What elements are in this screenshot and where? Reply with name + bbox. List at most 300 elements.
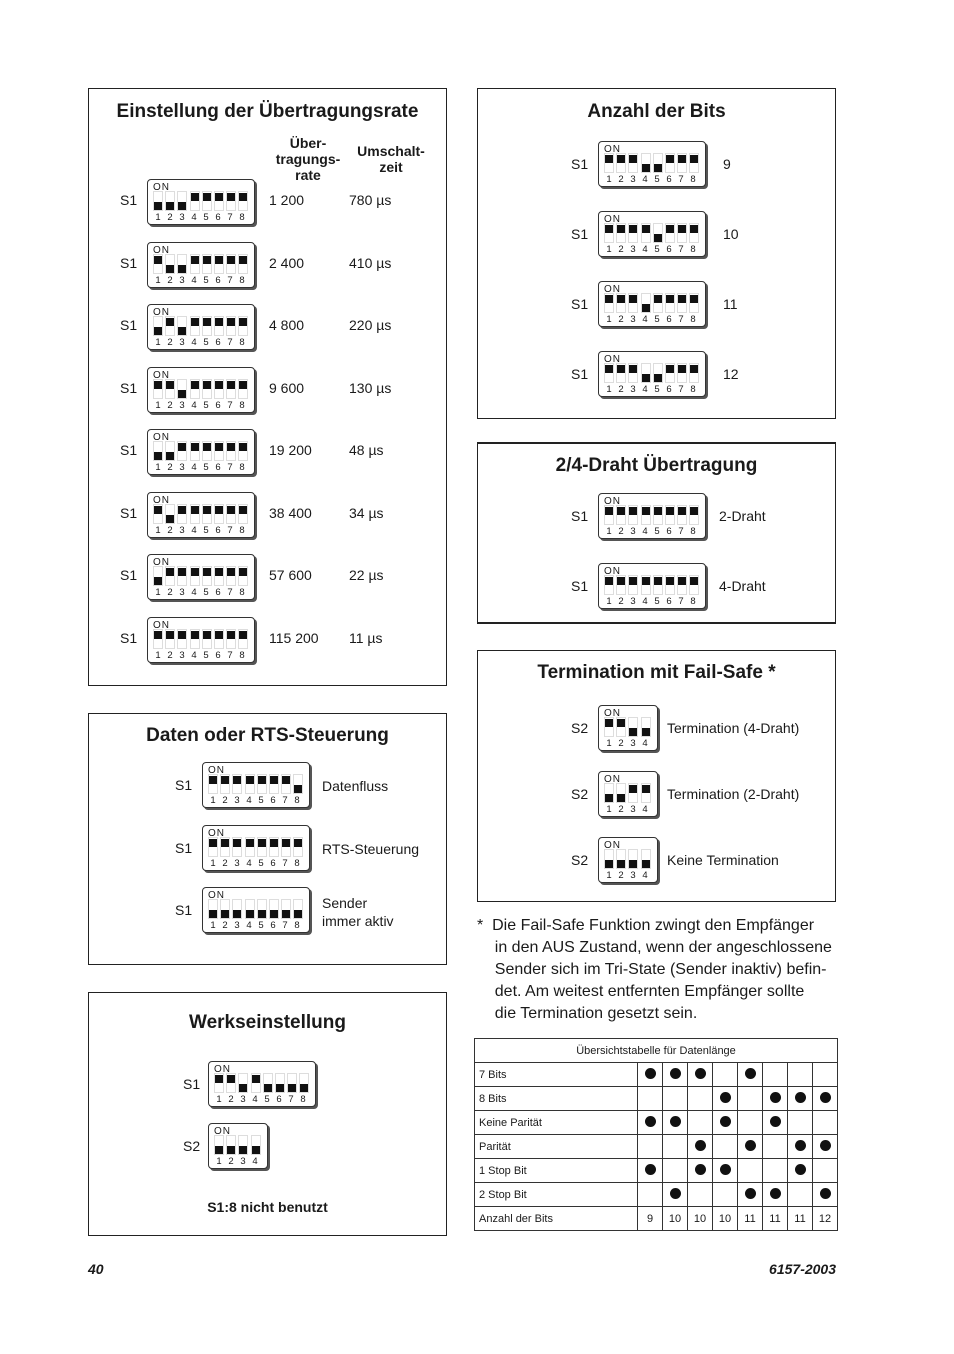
table-cell	[738, 1063, 763, 1087]
dip-switch-numbers	[603, 314, 699, 325]
dip-switch-knob	[642, 304, 650, 312]
dip-switch-lever	[153, 566, 163, 586]
row-label: 8 Bits	[475, 1087, 638, 1111]
dip-switch-numbers	[152, 212, 248, 223]
table-cell	[638, 1183, 663, 1207]
table-cell	[813, 1183, 838, 1207]
dip-switch-knob	[617, 860, 625, 868]
dip-switch-lever	[293, 899, 303, 919]
dip-switch-number: 6	[666, 174, 672, 185]
dip-switch-knob	[154, 577, 162, 585]
dip-switch-lever	[177, 254, 187, 274]
factory-title: Werkseinstellung	[189, 1012, 346, 1033]
dip-switch-knob	[690, 577, 698, 585]
dip-switch-numbers	[152, 650, 248, 661]
dip-switch-knob	[239, 318, 247, 326]
dot-icon	[670, 1116, 681, 1127]
dip-switch-knob	[191, 318, 199, 326]
dip-switch-number: 7	[678, 526, 684, 537]
dip-switch-lever	[628, 293, 638, 313]
dip-switch-knob	[178, 631, 186, 639]
baud-rate-section	[88, 88, 447, 686]
dip-switch-number: 5	[203, 337, 209, 348]
dip-switch-lever	[153, 629, 163, 649]
dip-switch-lever	[214, 379, 224, 399]
switch-time-value: 48 µs	[349, 442, 384, 458]
table-cell	[763, 1063, 788, 1087]
dip-switch-number: 4	[191, 462, 197, 473]
dip-switch-number: 4	[642, 244, 648, 255]
dip-switch-numbers	[152, 400, 248, 411]
dip-switch-lever	[153, 504, 163, 524]
dip-on-label: ON	[604, 774, 621, 785]
dip-switch-knob	[166, 452, 174, 460]
dip-switch-lever	[153, 191, 163, 211]
dip-switch-number: 2	[167, 587, 173, 598]
dip-switch-lever	[677, 505, 687, 525]
dip-switch-knob	[678, 225, 686, 233]
dot-icon	[695, 1140, 706, 1151]
dip-switch-numbers	[603, 244, 699, 255]
dip-switch-number: 4	[252, 1094, 258, 1105]
dot-icon	[695, 1164, 706, 1175]
dip-switch-number: 5	[264, 1094, 270, 1105]
switch-label: S2	[571, 720, 589, 736]
dip-switch-lever	[269, 899, 279, 919]
dip-switch-knob	[629, 295, 637, 303]
dip-switch-knob	[227, 381, 235, 389]
dip-switch-lever	[245, 899, 255, 919]
dip-switch-lever	[190, 191, 200, 211]
dip-switch-number: 7	[227, 524, 233, 536]
dip-switch-knob	[276, 1084, 284, 1092]
rts-mode-label: RTS-Steuerung	[322, 840, 420, 857]
dip-switch-knob	[215, 506, 223, 514]
dip-switch-knob	[215, 256, 223, 264]
switch-label: S1	[175, 777, 193, 793]
dip-switch-lever	[665, 363, 675, 383]
dip-switch-numbers	[213, 1094, 309, 1105]
dip-switch-number: 8	[690, 244, 696, 255]
dip-switch-lever	[641, 849, 651, 869]
dip-switch-number: 5	[258, 857, 264, 869]
dip-switch-lever	[653, 293, 663, 313]
dip-switch-number: 5	[258, 920, 264, 931]
dip-switch-s1	[147, 429, 255, 475]
dip-switch-knob	[203, 443, 211, 451]
dip-on-label: ON	[604, 566, 621, 577]
dip-switch-lever	[190, 566, 200, 586]
dip-switch-number: 7	[678, 384, 684, 395]
dip-switch-lever	[616, 717, 626, 737]
dip-switch-knob	[288, 1084, 296, 1092]
bit-count-cell: 11	[788, 1207, 813, 1231]
dip-switch-knob	[642, 728, 650, 736]
dip-switch-knob	[617, 507, 625, 515]
dip-switch-numbers	[152, 337, 248, 348]
dip-switch-number: 1	[606, 174, 612, 185]
dip-switch-knob	[617, 155, 625, 163]
dip-switch-number: 4	[191, 524, 197, 536]
dip-switch-lever	[165, 191, 175, 211]
row-label: Keine Parität	[475, 1111, 638, 1135]
table-cell	[688, 1183, 713, 1207]
table-cell	[738, 1135, 763, 1159]
dip-switch-knob	[221, 839, 229, 847]
dip-switch-s1	[147, 367, 255, 413]
table-cell	[763, 1087, 788, 1111]
dip-switch-number: 7	[678, 314, 684, 325]
table-cell	[663, 1159, 688, 1183]
baud-rate-value: 9 600	[269, 379, 305, 396]
dip-switch-knob	[191, 256, 199, 264]
dip-switch-lever	[269, 774, 279, 794]
dot-icon	[820, 1140, 831, 1151]
dip-switch-lever	[238, 379, 248, 399]
dip-switch-lever	[689, 223, 699, 243]
table-cell	[688, 1135, 713, 1159]
dip-switch-number: 2	[618, 804, 624, 815]
dip-switch-number: 2	[618, 384, 624, 395]
dip-switch-number: 2	[618, 738, 624, 749]
dip-switch-number: 3	[179, 399, 185, 411]
dip-switch-s2	[598, 837, 658, 883]
wire-mode-label: 4-Draht	[719, 578, 766, 594]
dot-icon	[745, 1068, 756, 1079]
dip-switch-lever	[628, 363, 638, 383]
dip-switch-number: 1	[155, 462, 161, 473]
dip-switch-lever	[177, 379, 187, 399]
dip-switch-lever	[238, 504, 248, 524]
dip-switch-number: 6	[215, 462, 221, 473]
dip-switch-knob	[617, 719, 625, 727]
dot-icon	[820, 1188, 831, 1199]
dip-switch-number: 1	[606, 314, 612, 325]
dip-on-label: ON	[604, 840, 621, 851]
dip-switch-lever	[604, 505, 614, 525]
dip-switch-number: 1	[606, 384, 612, 395]
dip-switch-number: 2	[222, 857, 228, 869]
dip-switch-number: 2	[618, 174, 624, 185]
dip-switch-knob	[239, 1084, 247, 1092]
dip-switch-lever	[275, 1073, 285, 1093]
dip-switch-number: 7	[227, 274, 233, 286]
switch-label: S1	[571, 156, 589, 172]
dip-switch-s1	[147, 242, 255, 288]
dip-switch-s1	[147, 179, 255, 225]
dip-switch-s1	[598, 351, 706, 397]
dip-switch-knob	[203, 256, 211, 264]
switch-label: S1	[120, 254, 138, 271]
dip-switch-number: 1	[216, 1094, 222, 1105]
dip-switch-knob	[191, 381, 199, 389]
dip-switch-lever	[177, 504, 187, 524]
dip-switch-knob	[617, 365, 625, 373]
dip-switch-knob	[690, 295, 698, 303]
baud-rate-value: 4 800	[269, 317, 305, 333]
document-number: 6157-2003	[769, 1261, 836, 1277]
dip-switch-number: 3	[630, 804, 636, 815]
dip-on-label: ON	[208, 765, 225, 776]
dip-switch-knob	[605, 225, 613, 233]
dip-switch-lever	[202, 379, 212, 399]
dot-icon	[795, 1140, 806, 1151]
dip-switch-number: 3	[630, 870, 636, 881]
dip-switch-lever	[604, 849, 614, 869]
table-cell	[738, 1111, 763, 1135]
termination-mode-label: Termination (4-Draht)	[667, 720, 800, 736]
dip-switch-lever	[251, 1073, 261, 1093]
dip-switch-knob	[221, 776, 229, 784]
dip-switch-knob	[270, 910, 278, 918]
dip-switch-lever	[202, 316, 212, 336]
dip-switch-knob	[178, 568, 186, 576]
dip-switch-number: 2	[167, 649, 173, 661]
dip-switch-numbers	[603, 804, 651, 815]
dip-switch-number: 6	[666, 384, 672, 395]
dip-switch-knob	[246, 839, 254, 847]
bits-section	[477, 88, 836, 419]
dip-switch-lever	[251, 1135, 261, 1155]
dip-switch-knob	[605, 155, 613, 163]
dip-switch-number: 1	[155, 587, 161, 598]
table-cell	[638, 1111, 663, 1135]
dip-switch-lever	[238, 316, 248, 336]
dip-switch-knob	[227, 443, 235, 451]
dip-switch-knob	[191, 193, 199, 201]
dip-switch-number: 6	[270, 920, 276, 931]
dip-switch-knob	[282, 776, 290, 784]
dip-switch-knob	[227, 506, 235, 514]
table-cell	[788, 1159, 813, 1183]
row-label: 2 Stop Bit	[475, 1183, 638, 1207]
dip-switch-knob	[233, 910, 241, 918]
dip-switch-lever	[226, 316, 236, 336]
dip-switch-knob	[642, 860, 650, 868]
dip-switch-knob	[227, 1075, 235, 1083]
dip-switch-lever	[604, 717, 614, 737]
dip-switch-lever	[226, 1073, 236, 1093]
dip-switch-number: 1	[606, 870, 612, 881]
dip-switch-s2	[598, 771, 658, 817]
dip-switch-lever	[226, 441, 236, 461]
dip-switch-number: 4	[191, 649, 197, 661]
dip-switch-number: 2	[618, 596, 624, 607]
page-number: 40	[88, 1261, 104, 1277]
dip-switch-number: 8	[690, 596, 696, 607]
dip-switch-knob	[246, 910, 254, 918]
dip-switch-lever	[202, 504, 212, 524]
table-cell	[738, 1183, 763, 1207]
dip-switch-knob	[227, 193, 235, 201]
dip-switch-lever	[214, 1135, 224, 1155]
table-cell	[638, 1159, 663, 1183]
dip-switch-knob	[605, 507, 613, 515]
dip-switch-knob	[282, 910, 290, 918]
table-cell	[713, 1159, 738, 1183]
dip-switch-knob	[294, 839, 302, 847]
dip-switch-lever	[177, 441, 187, 461]
switch-label: S2	[571, 786, 589, 802]
dip-switch-knob	[605, 577, 613, 585]
table-cell	[638, 1135, 663, 1159]
dip-switch-lever	[202, 254, 212, 274]
dot-icon	[795, 1092, 806, 1103]
dip-switch-number: 1	[606, 738, 612, 749]
dip-switch-number: 4	[191, 337, 197, 348]
dip-switch-number: 6	[215, 212, 221, 223]
dip-switch-numbers	[152, 525, 248, 536]
dip-switch-knob	[678, 365, 686, 373]
dip-switch-number: 6	[215, 649, 221, 661]
dip-switch-numbers	[603, 870, 651, 881]
dip-switch-knob	[294, 785, 302, 793]
dip-switch-number: 7	[678, 174, 684, 185]
dip-switch-number: 5	[203, 399, 209, 411]
dip-switch-s1	[208, 1061, 316, 1107]
dip-switch-knob	[605, 794, 613, 802]
dip-switch-knob	[629, 860, 637, 868]
bit-count-cell: 11	[763, 1207, 788, 1231]
dip-switch-lever	[165, 254, 175, 274]
dip-switch-lever	[214, 629, 224, 649]
dot-icon	[770, 1092, 781, 1103]
dip-on-label: ON	[604, 708, 621, 719]
table-row	[475, 1087, 838, 1111]
dip-switch-lever	[190, 254, 200, 274]
dip-switch-numbers	[207, 858, 303, 869]
dip-on-label: ON	[153, 432, 170, 443]
switch-label: S1	[571, 226, 589, 242]
dip-switch-numbers	[213, 1156, 261, 1167]
dip-switch-knob	[239, 193, 247, 201]
dip-switch-lever	[245, 837, 255, 857]
dip-switch-s1	[147, 304, 255, 350]
dip-switch-number: 3	[630, 314, 636, 325]
dip-switch-lever	[208, 899, 218, 919]
dip-switch-lever	[628, 575, 638, 595]
dip-switch-knob	[605, 719, 613, 727]
dip-switch-lever	[665, 505, 675, 525]
dip-switch-lever	[220, 837, 230, 857]
dip-switch-knob	[233, 839, 241, 847]
dip-switch-lever	[245, 774, 255, 794]
dip-switch-number: 3	[234, 795, 240, 806]
dip-switch-lever	[232, 899, 242, 919]
wire-title: 2/4-Draht Übertragung	[555, 455, 758, 476]
dip-switch-lever	[677, 153, 687, 173]
dip-switch-number: 4	[642, 314, 648, 325]
dip-switch-lever	[616, 153, 626, 173]
dip-switch-number: 8	[294, 795, 300, 806]
dip-switch-knob	[258, 839, 266, 847]
dip-switch-lever	[299, 1073, 309, 1093]
table-cell	[788, 1063, 813, 1087]
dip-switch-knob	[605, 295, 613, 303]
dip-switch-number: 7	[678, 596, 684, 607]
dip-switch-number: 5	[203, 274, 209, 286]
dip-switch-number: 5	[654, 314, 660, 325]
rts-title: Daten oder RTS-Steuerung	[146, 725, 389, 746]
dip-switch-knob	[629, 507, 637, 515]
dip-switch-number: 1	[210, 795, 216, 806]
dip-switch-numbers	[603, 526, 699, 537]
dip-switch-lever	[653, 153, 663, 173]
dip-switch-number: 6	[666, 526, 672, 537]
dip-switch-knob	[605, 365, 613, 373]
dip-switch-number: 5	[654, 244, 660, 255]
table-cell	[663, 1063, 688, 1087]
bit-count-cell: 10	[663, 1207, 688, 1231]
dip-switch-number: 4	[246, 857, 252, 869]
switch-label: S1	[120, 504, 138, 521]
dip-switch-number: 7	[288, 1094, 294, 1105]
dip-switch-lever	[220, 774, 230, 794]
dip-switch-knob	[605, 860, 613, 868]
table-cell	[688, 1111, 713, 1135]
dip-switch-knob	[239, 1146, 247, 1154]
switch-label: S1	[120, 629, 138, 646]
dip-switch-lever	[220, 899, 230, 919]
dip-switch-lever	[293, 837, 303, 857]
switch-label: S2	[183, 1138, 201, 1154]
dip-switch-knob	[178, 327, 186, 335]
dip-switch-lever	[628, 223, 638, 243]
dip-switch-number: 3	[630, 596, 636, 607]
dip-switch-number: 4	[642, 174, 648, 185]
bit-count-cell: 10	[713, 1207, 738, 1231]
dip-switch-knob	[629, 728, 637, 736]
table-cell	[688, 1063, 713, 1087]
table-cell	[638, 1087, 663, 1111]
termination-mode-label: Keine Termination	[667, 852, 779, 868]
dip-switch-number: 3	[240, 1156, 246, 1167]
dip-switch-number: 7	[227, 462, 233, 473]
table-row	[475, 1111, 838, 1135]
dip-switch-number: 2	[618, 314, 624, 325]
dip-switch-knob	[629, 577, 637, 585]
dip-switch-number: 4	[642, 804, 648, 815]
bits-title: Anzahl der Bits	[587, 101, 726, 122]
dip-on-label: ON	[604, 144, 621, 155]
dip-switch-number: 3	[179, 462, 185, 473]
dip-switch-number: 5	[654, 384, 660, 395]
dip-switch-number: 2	[228, 1094, 234, 1105]
dip-switch-number: 3	[234, 857, 240, 869]
dip-switch-number: 6	[666, 596, 672, 607]
dip-switch-number: 6	[270, 857, 276, 869]
dip-switch-number: 6	[276, 1094, 282, 1105]
table-cell	[738, 1087, 763, 1111]
dip-switch-knob	[154, 452, 162, 460]
dip-switch-s1	[147, 617, 255, 663]
dip-switch-lever	[281, 899, 291, 919]
dip-switch-knob	[239, 506, 247, 514]
dip-switch-numbers	[152, 587, 248, 598]
rts-section	[88, 713, 447, 965]
dip-switch-lever	[190, 379, 200, 399]
dip-switch-lever	[641, 575, 651, 595]
dip-switch-number: 4	[191, 399, 197, 411]
dip-switch-number: 8	[239, 399, 245, 411]
table-cell	[813, 1063, 838, 1087]
dip-switch-number: 8	[294, 920, 300, 931]
dip-switch-knob	[203, 568, 211, 576]
switch-time-value: 22 µs	[349, 567, 384, 583]
dip-switch-lever	[165, 379, 175, 399]
dot-icon	[720, 1116, 731, 1127]
switch-time-value: 11 µs	[349, 629, 383, 646]
